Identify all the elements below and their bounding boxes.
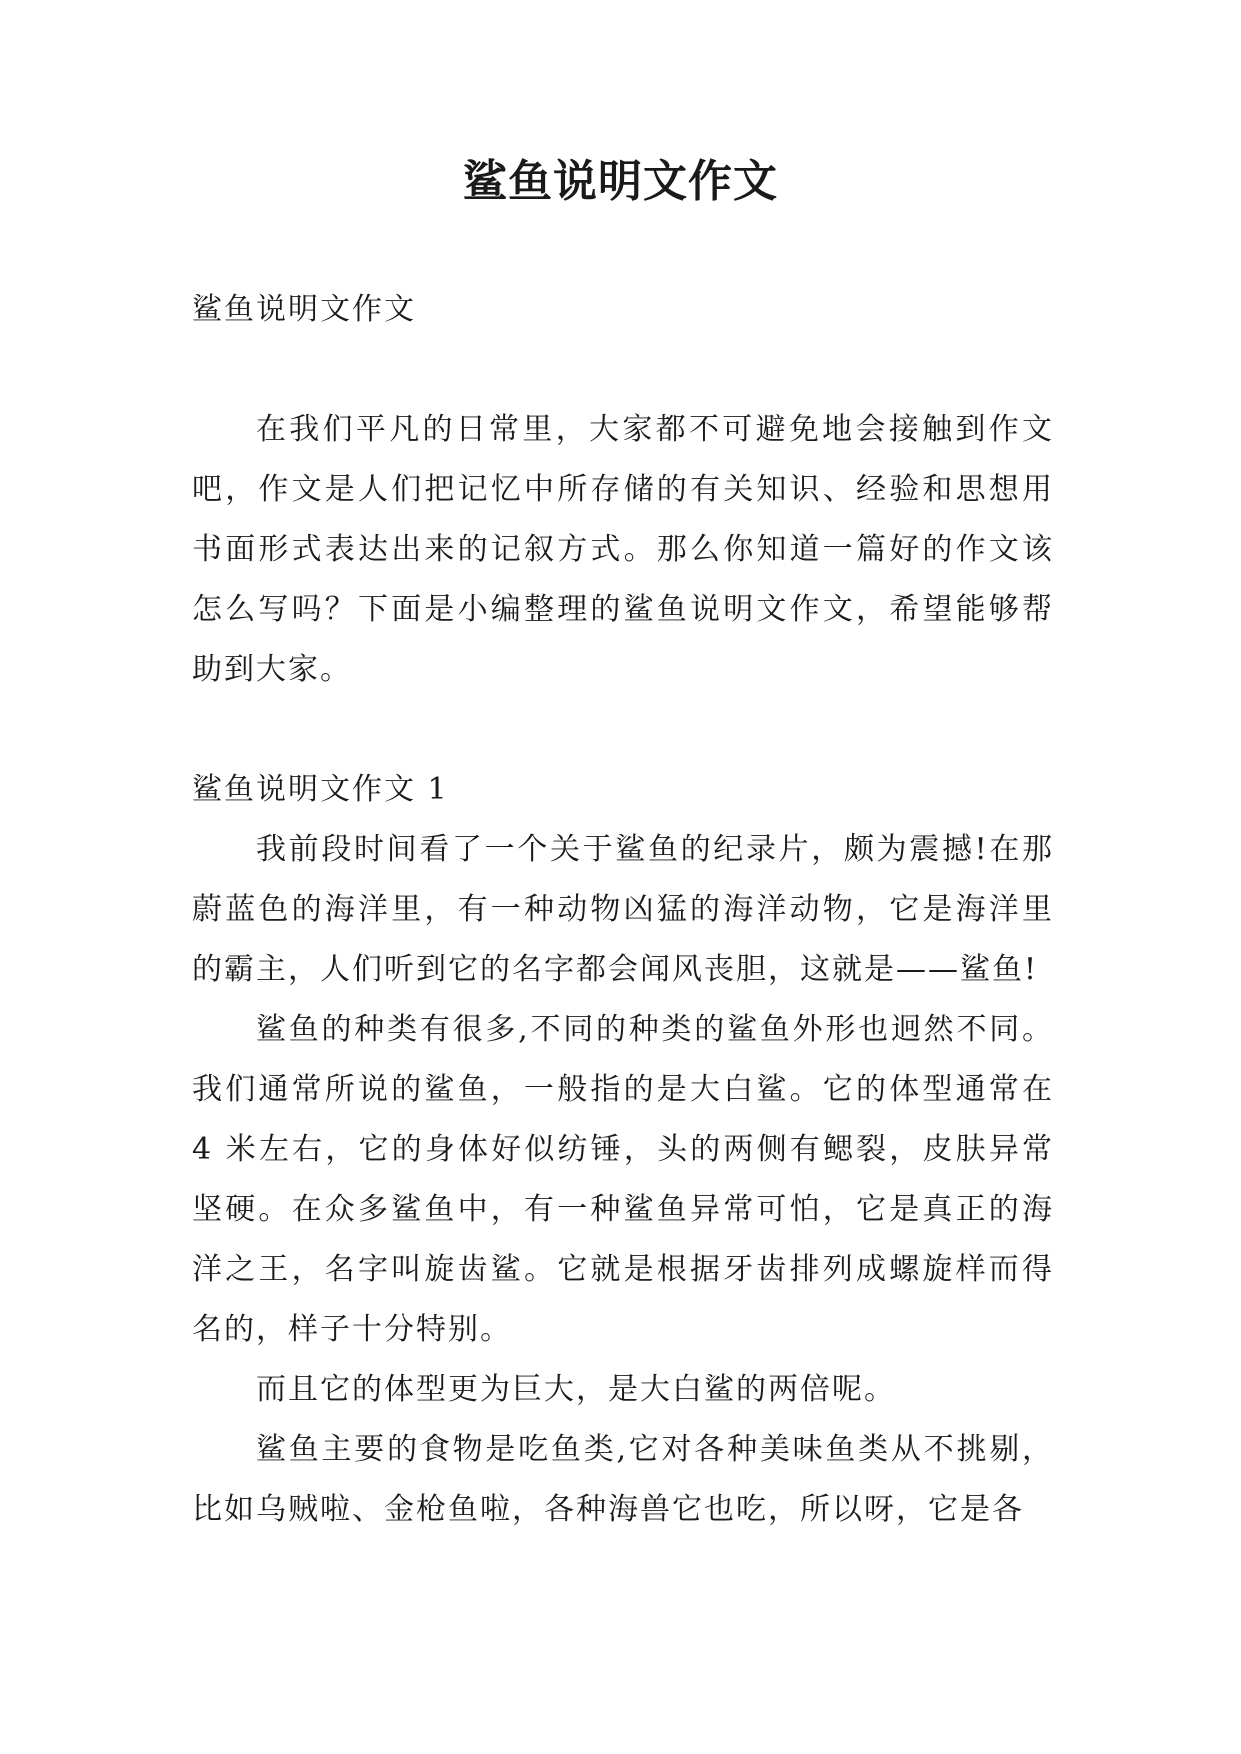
body-paragraph: 我前段时间看了一个关于鲨鱼的纪录片，颇为震撼!在那蔚蓝色的海洋里，有一种动物凶猛的海洋动物，它是海洋里的霸主，人们听到它的名字都会闻风丧胆，这就是——鲨鱼! [192,832,1054,987]
document-body [192,280,1054,1540]
intro-paragraph: 在我们平凡的日常里，大家都不可避免地会接触到作文吧，作文是人们把记忆中所存储的有关知识、经验和思想用书面形式表达出来的记叙方式。那么你知道一篇好的作文该怎么写吗？下面是小编整理的鲨鱼说明文作文，希望能够帮助到大家。 [192,412,1054,687]
body-paragraph: 鲨鱼的种类有很多,不同的种类的鲨鱼外形也迥然不同。我们通常所说的鲨鱼，一般指的是大白鲨。它的体型通常在 4 米左右，它的身体好似纺锤，头的两侧有鳃裂，皮肤异常坚硬。在众多鲨鱼中，有一种鲨鱼异常可怕，它是真正的海洋之王，名字叫旋齿鲨。它就是根据牙齿排列成螺旋样而得名的，样子十分特别。 [192,1012,1054,1347]
body-paragraph: 而且它的体型更为巨大，是大白鲨的两倍呢。 [256,1372,896,1407]
spacer [192,700,1054,760]
spacer [192,340,1054,400]
body-paragraph: 鲨鱼主要的食物是吃鱼类,它对各种美味鱼类从不挑剔，比如乌贼啦、金枪鱼啦，各种海兽它也吃，所以呀，它是各 [192,1432,1054,1527]
document-subtitle: 鲨鱼说明文作文 [192,292,416,327]
section-heading: 鲨鱼说明文作文 1 [192,772,449,807]
document-title: 鲨鱼说明文作文 [463,156,778,207]
